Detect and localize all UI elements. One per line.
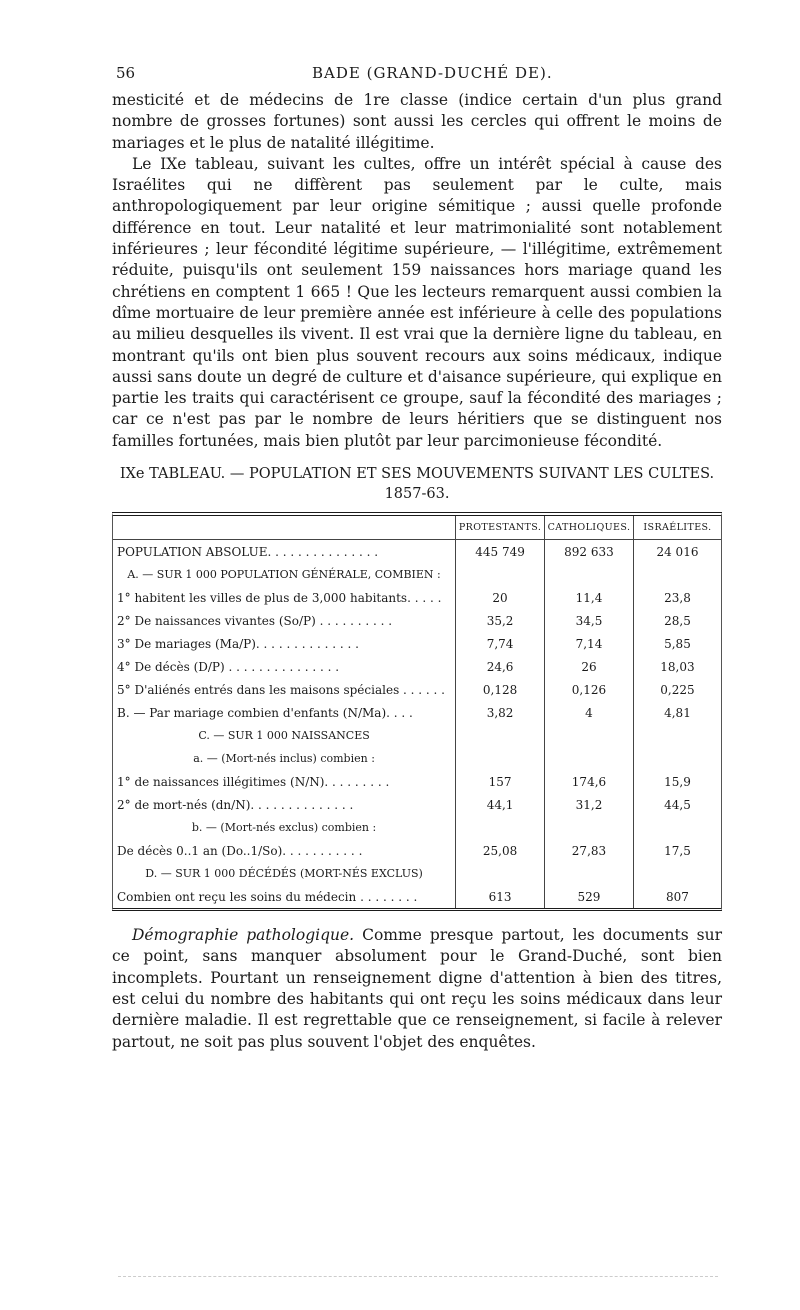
cell-catholiques: 26: [545, 655, 634, 678]
population-table: [112, 512, 722, 911]
table-row: [113, 770, 721, 793]
table-row: [113, 586, 721, 609]
cell-israelites: [633, 862, 721, 885]
row-label: A. — SUR 1 000 POPULATION GÉNÉRALE, COMBIEN :: [127, 568, 441, 582]
cell-israelites: 24 016: [633, 540, 721, 564]
paragraph-bottom: [112, 925, 722, 1053]
cell-catholiques: 11,4: [545, 586, 634, 609]
row-label: b. — (Mort-nés exclus) combien :: [191, 821, 377, 835]
running-title: BADE (GRAND-DUCHÉ DE).: [312, 64, 553, 82]
cell-protestants: 44,1: [456, 793, 545, 816]
cell-israelites: 0,225: [633, 678, 721, 701]
page-number: 56: [116, 64, 136, 82]
cell-catholiques: 0,126: [545, 678, 634, 701]
table-row: [113, 839, 721, 862]
paragraph-2: Le IXe tableau, suivant les cultes, offre un intérêt spécial à cause des Israélites qui ne diffèrent pas seulement par le culte, mais anthropologiquement par leur origine sémitique ; aussi quelle profonde différence en tout. Leur natalité et leur matrimonialité sont notablement inférieures ; leur fécondité légitime supérieure, — l'illégitime, extrêmement réduite, puisqu'ils ont seulement 159 naissances hors mariage quand les chrétiens en comptent 1 665 ! Que les lecteurs remarquent aussi combien la dîme mortuaire de leur première année est inférieure à celle des populations au milieu desquelles ils vivent. Il est vrai que la dernière ligne du tableau, en montrant qu'ils ont bien plus souvent recours aux soins médicaux, indique aussi sans doute un degré de culture et d'aisance supérieure, qui explique en partie les traits qui caractérisent ce groupe, sauf la fécondité des mariages ; car ce n'est pas par le nombre de leurs héritiers que se distinguent nos familles fortunées, mais bien plutôt par leur parcimonieuse fécondité.: [112, 154, 722, 450]
cell-protestants: 0,128: [456, 678, 545, 701]
cell-catholiques: 529: [545, 885, 634, 908]
table-body: [113, 540, 721, 909]
row-label: 4° De décès (D/P) . . . . . . . . . . . . . . .: [117, 659, 340, 674]
column-header-israelites: ISRAÉLITES.: [633, 516, 721, 540]
row-label: 1° habitent les villes de plus de 3,000 habitants. . . . .: [117, 590, 442, 605]
cell-protestants: 613: [456, 885, 545, 908]
cell-protestants: [456, 747, 545, 770]
cell-israelites: 23,8: [633, 586, 721, 609]
cell-israelites: [633, 747, 721, 770]
cell-israelites: 15,9: [633, 770, 721, 793]
cell-protestants: [456, 816, 545, 839]
row-label: B. — Par mariage combien d'enfants (N/Ma). . . .: [117, 705, 413, 720]
cell-israelites: 44,5: [633, 793, 721, 816]
cell-catholiques: [545, 862, 634, 885]
cell-israelites: [633, 724, 721, 747]
cell-catholiques: [545, 724, 634, 747]
table-row: [113, 678, 721, 701]
paragraph-1: mesticité et de médecins de 1re classe (indice certain d'un plus grand nombre de grosses fortunes) sont aussi les cercles qui offrent le moins de mariages et le plus de natalité illégitime.: [112, 91, 722, 152]
cell-protestants: 20: [456, 586, 545, 609]
cell-catholiques: 174,6: [545, 770, 634, 793]
table-row: [113, 632, 721, 655]
cell-israelites: 5,85: [633, 632, 721, 655]
cell-catholiques: 27,83: [545, 839, 634, 862]
table-title: [112, 464, 722, 504]
table-section-row: [113, 816, 721, 839]
cell-catholiques: 892 633: [545, 540, 634, 564]
cell-protestants: [456, 862, 545, 885]
cell-israelites: [633, 563, 721, 586]
cell-israelites: 28,5: [633, 609, 721, 632]
footer-rule: [118, 1276, 718, 1277]
table-years: 1857-63.: [384, 486, 450, 503]
row-label: D. — SUR 1 000 DÉCÉDÉS (MORT-NÉS EXCLUS): [145, 867, 423, 881]
table-section-row: [113, 862, 721, 885]
cell-catholiques: [545, 816, 634, 839]
table-title-text: IXe TABLEAU. — POPULATION ET SES MOUVEMENTS SUIVANT LES CULTES.: [119, 466, 715, 483]
table-row: [113, 655, 721, 678]
row-label: a. — (Mort-nés inclus) combien :: [193, 752, 375, 766]
row-label: De décès 0..1 an (Do..1/So). . . . . . . . . . .: [117, 843, 363, 858]
cell-protestants: 7,74: [456, 632, 545, 655]
table-section-row: [113, 563, 721, 586]
cell-protestants: 35,2: [456, 609, 545, 632]
row-label: 2° De naissances vivantes (So/P) . . . . . . . . . .: [117, 613, 393, 628]
table-row: [113, 885, 721, 908]
cell-catholiques: [545, 563, 634, 586]
section-lead: Démographie pathologique.: [132, 926, 355, 945]
row-label: 3° De mariages (Ma/P). . . . . . . . . . . . . .: [117, 636, 359, 651]
cell-israelites: 807: [633, 885, 721, 908]
row-label: 1° de naissances illégitimes (N/N). . . . . . . . .: [117, 774, 390, 789]
table-row: [113, 540, 721, 564]
population-table-grid: [113, 516, 721, 908]
cell-israelites: [633, 816, 721, 839]
row-label: 2° de mort-nés (dn/N). . . . . . . . . . . . . .: [117, 797, 354, 812]
table-header-row: [113, 516, 721, 540]
cell-protestants: 25,08: [456, 839, 545, 862]
cell-catholiques: 4: [545, 701, 634, 724]
row-label: POPULATION ABSOLUE. . . . . . . . . . . . . . .: [117, 544, 379, 559]
cell-protestants: 3,82: [456, 701, 545, 724]
cell-israelites: 18,03: [633, 655, 721, 678]
page: [112, 64, 722, 1053]
cell-protestants: [456, 724, 545, 747]
column-header-protestants: PROTESTANTS.: [456, 516, 545, 540]
table-row: [113, 793, 721, 816]
cell-catholiques: [545, 747, 634, 770]
running-head: [112, 64, 722, 90]
cell-protestants: 445 749: [456, 540, 545, 564]
row-label: Combien ont reçu les soins du médecin . . . . . . . .: [117, 889, 418, 904]
cell-israelites: 4,81: [633, 701, 721, 724]
table-row: [113, 609, 721, 632]
column-header-catholiques: CATHOLIQUES.: [545, 516, 634, 540]
table-section-row: [113, 724, 721, 747]
cell-catholiques: 34,5: [545, 609, 634, 632]
row-label: C. — SUR 1 000 NAISSANCES: [198, 729, 370, 743]
cell-protestants: 24,6: [456, 655, 545, 678]
header-blank: [113, 516, 456, 540]
cell-catholiques: 31,2: [545, 793, 634, 816]
cell-protestants: 157: [456, 770, 545, 793]
cell-israelites: 17,5: [633, 839, 721, 862]
cell-protestants: [456, 563, 545, 586]
table-row: [113, 701, 721, 724]
row-label: 5° D'aliénés entrés dans les maisons spéciales . . . . . .: [117, 682, 445, 697]
paragraph-bottom-text: Comme presque partout, les documents sur ce point, sans manquer absolument pour le Grand-Duché, sont bien incomplets. Pourtant un renseignement digne d'attention à bien des titres, est celui du nombre des habitants qui ont reçu les soins médicaux dans leur dernière maladie. Il est regrettable que ce renseignement, si facile à relever partout, ne soit pas plus souvent l'objet des enquêtes.: [112, 926, 722, 1051]
table-section-row: [113, 747, 721, 770]
cell-catholiques: 7,14: [545, 632, 634, 655]
